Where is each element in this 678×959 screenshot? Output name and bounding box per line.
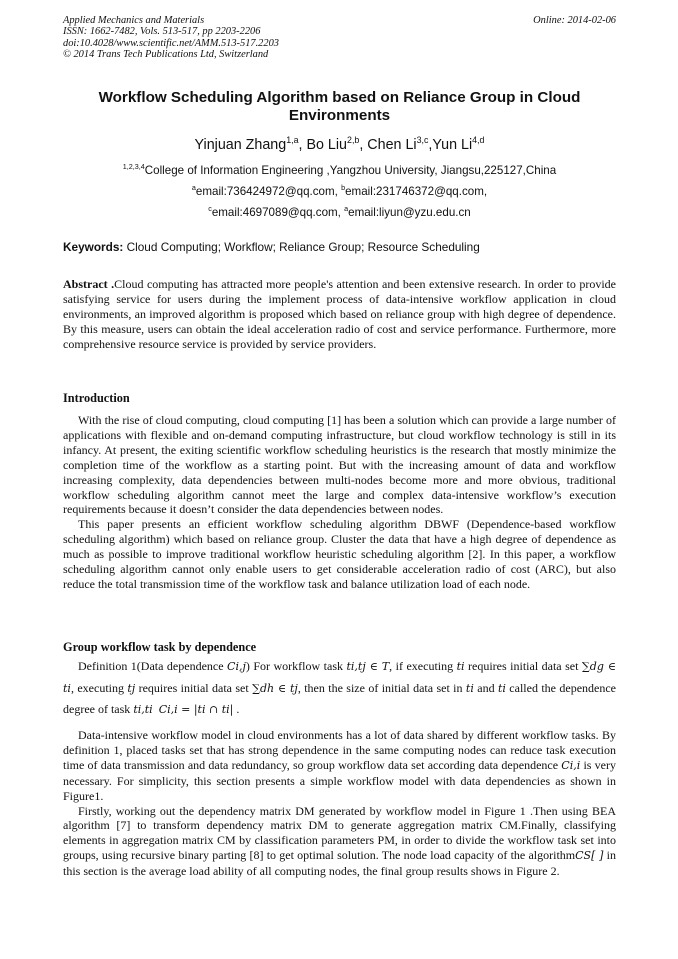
math-sum-dg: ∑dg ∈ ti [63, 660, 616, 695]
group-text: in this section is the average load ability of all computing nodes, the final group results shows in Figure 2. [63, 848, 616, 879]
keywords [63, 240, 616, 254]
def-text: , if executing [389, 659, 457, 673]
math-ti: ti [465, 681, 474, 695]
math-dependence-formula: Ci,i = |ti ∩ ti| [158, 703, 234, 716]
intro-paragraph-1: With the rise of cloud computing, cloud computing [1] has been a solution which can provide a large number of applications with flexible and on-demand computing infrastructure, but cloud workflow technology is still in its infancy. At present, the exiting scientific workflow scheduling heuristics is the research that mostly minimize the completion time of the workflow as a starting point. But with the increasing amount of data and workflow increasing complexity, data dependencies between multi-nodes become more and more obvious, traditional workflow scheduling algorithm cannot meet the large and complex data-intensive workflow’s execution requirements because it doesn’t consider the data dependencies between nodes. [63, 413, 616, 517]
section-heading-group: Group workflow task by dependence [63, 640, 257, 654]
author-2: , Bo Liu [298, 137, 348, 153]
email-d: email:liyun@yzu.edu.cn [348, 206, 471, 219]
group-text: Data-intensive workflow model in cloud environments has a lot of data shared by different workflow tasks. By definition 1, placed tasks set that has strong dependence in the same computing nodes can reduce task execution time of data transmission and data redundancy, so group workflow data set according data dependence [63, 728, 616, 772]
title-line-1: Workflow Scheduling Algorithm based on Reliance Group in Cloud [98, 89, 581, 106]
math-c-ii: Ci,i [561, 758, 581, 772]
author-2-sup: 2,b [347, 135, 360, 146]
online-date: Online: 2014-02-06 [533, 15, 616, 26]
email-d-sup: a [344, 204, 349, 214]
email-b-sup: b [341, 183, 346, 193]
affiliation [63, 164, 616, 177]
keywords-text: Cloud Computing; Workflow; Reliance Group; Resource Scheduling [123, 240, 480, 254]
group-paragraph-3 [63, 804, 616, 880]
def-text: and [473, 680, 498, 695]
author-3: , Chen Li [359, 137, 417, 153]
email-a-sup: a [191, 183, 196, 193]
journal-header [63, 15, 616, 61]
introduction-body [63, 413, 616, 592]
journal-name: Applied Mechanics and Materials [63, 15, 205, 26]
def-text: requires initial data set [135, 680, 253, 695]
abstract-text: Cloud computing has attracted more people's attention and been extensive research. In order to provide satisfying service for users during the implement process of data-intensive workflow application in cloud environments, an improved algorithm is proposed which based on reliance group with high degree of dependence. By this measure, users can obtain the ideal acceleration radio of cost and service performance. Furthermore, more comprehensive resource service is provided by service providers. [63, 277, 617, 351]
abstract [63, 277, 616, 352]
math-ti-ti: ti,ti [133, 703, 153, 716]
def-text: , then the size of initial data set in [297, 680, 466, 695]
doi: doi:10.4028/www.scientific.net/AMM.513-517.2203 [63, 37, 279, 49]
emails-line-2 [63, 206, 616, 219]
def-text: Definition 1(Data dependence [78, 659, 228, 673]
math-cs: CS[ ] [575, 849, 604, 863]
math-c-ij: Ci,j [227, 660, 246, 673]
author-1-sup: 1,a [286, 135, 299, 146]
definition-paragraph [63, 656, 616, 721]
def-text: , executing [70, 680, 128, 695]
math-sum-dh: ∑dh ∈ tj [252, 681, 298, 695]
copyright: © 2014 Trans Tech Publications Ltd, Switzerland [63, 49, 269, 61]
affiliation-text: College of Information Engineering ,Yangzhou University, Jiangsu,225127,China [144, 164, 557, 177]
issn: ISSN: 1662-7482, Vols. 513-517, pp 2203-2206 [63, 26, 261, 38]
author-3-sup: 3,c [416, 135, 429, 146]
email-b: email:231746372@qq.com, [345, 185, 488, 198]
math-ti-tj-in-t: ti,tj ∈ T [346, 660, 390, 673]
math-ti: ti [497, 681, 506, 695]
intro-paragraph-2: This paper presents an efficient workflow scheduling algorithm DBWF (Dependence-based workflow scheduling algorithm) which based on reliance group. Cluster the data that have a high degree of dependence as much as possible to improve traditional workflow heuristic scheduling algorithm [2]. In this paper, a workflow scheduling algorithm cannot only enable users to get considerable acceleration radio of cost (ARC), but also reduce the total transmission time of the workflow task and balance utilization load of each node. [63, 517, 616, 591]
affiliation-sup: 1,2,3,4 [122, 162, 145, 172]
title-line-2: Environments [288, 107, 391, 124]
email-c-sup: c [208, 204, 212, 214]
def-text: . [233, 702, 240, 716]
group-body [63, 728, 616, 879]
group-paragraph-2 [63, 728, 616, 804]
email-c: email:4697089@qq.com, [211, 206, 345, 219]
math-ti: ti [456, 660, 465, 673]
authors [63, 137, 616, 153]
def-text: requires initial data set [464, 659, 582, 673]
author-4-sup: 4,d [472, 135, 485, 146]
keywords-label: Keywords: [63, 240, 124, 254]
paper-title [63, 89, 616, 125]
author-1: Yinjuan Zhang [194, 137, 287, 153]
def-text: ) For workflow task [245, 659, 347, 673]
math-tj: tj [127, 681, 136, 695]
group-text: Firstly, working out the dependency matrix DM generated by workflow model in Figure 1 .Then using BEA algorithm [7] to transform dependency matrix DM to generate aggregation matrix CM.Finally, classifying elements in aggregation matrix CM by classification parameters PM, in order to divide the workflow task set into groups, using recursive binary parting [8] to get optimal solution. The node load capacity of the algorithm [63, 803, 616, 863]
def-text: called the dependence degree of task [63, 680, 617, 716]
author-4: ,Yun Li [428, 137, 473, 153]
section-heading-introduction: Introduction [63, 391, 130, 405]
group-text: is very necessary. For simplicity, this section presents a simple workflow model with data dependencies as shown in Figure1. [63, 757, 616, 803]
emails-line-1 [63, 185, 616, 198]
email-a: email:736424972@qq.com, [195, 185, 342, 198]
abstract-label: Abstract . [63, 277, 115, 291]
